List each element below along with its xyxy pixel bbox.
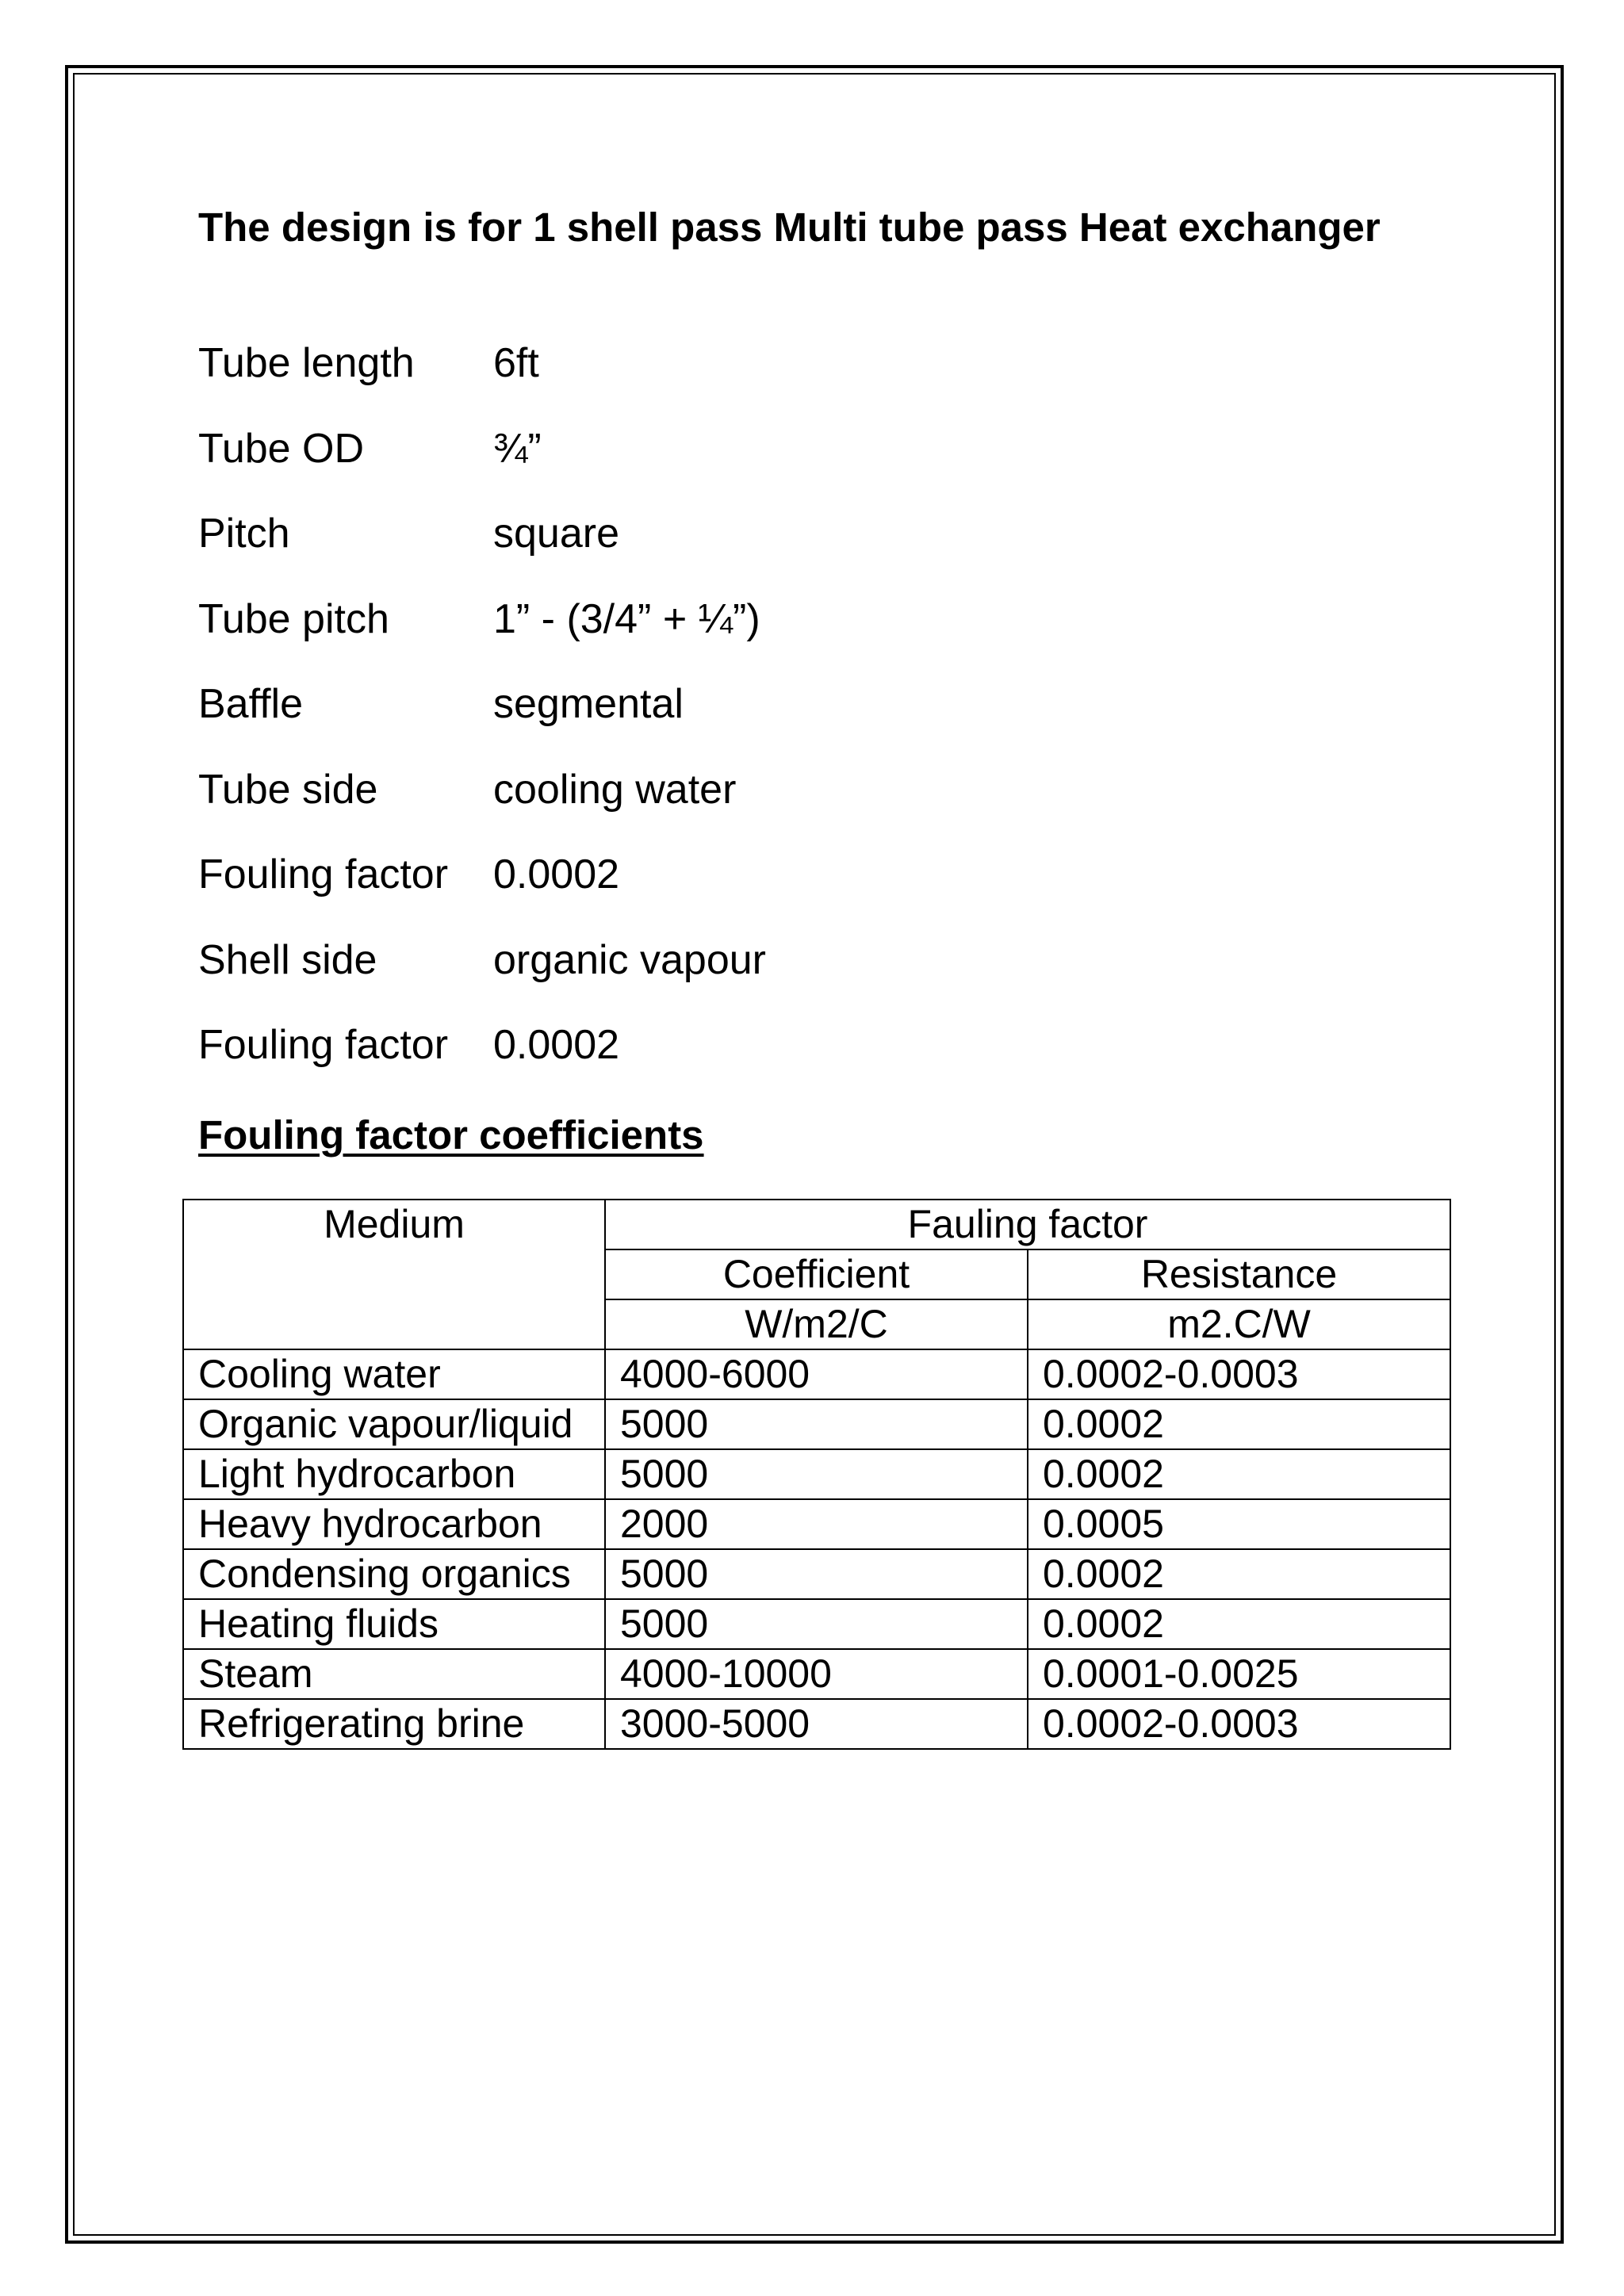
table-row: [183, 1649, 1450, 1699]
spec-row: [198, 595, 1435, 681]
cell-medium: Organic vapour/liquid: [183, 1399, 605, 1449]
fouling-factor-table: [182, 1199, 1451, 1750]
table-row: [183, 1499, 1450, 1549]
header-coefficient-unit: W/m2/C: [605, 1299, 1028, 1349]
spec-row: [198, 680, 1435, 766]
cell-coefficient: 5000: [605, 1599, 1028, 1649]
spec-label: Pitch: [198, 511, 290, 557]
spec-value: square: [493, 511, 619, 557]
cell-resistance: 0.0002-0.0003: [1028, 1699, 1450, 1749]
spec-value: segmental: [493, 681, 684, 727]
cell-resistance: 0.0002: [1028, 1549, 1450, 1599]
cell-coefficient: 4000-6000: [605, 1349, 1028, 1399]
spec-value: cooling water: [493, 766, 737, 813]
cell-medium: Heating fluids: [183, 1599, 605, 1649]
cell-resistance: 0.0005: [1028, 1499, 1450, 1549]
spec-row: [198, 851, 1435, 936]
cell-coefficient: 5000: [605, 1549, 1028, 1599]
table-row: [183, 1399, 1450, 1449]
document-title: The design is for 1 shell pass Multi tube pass Heat exchanger: [198, 205, 1381, 250]
table-row: [183, 1349, 1450, 1399]
table-row: [183, 1549, 1450, 1599]
spec-value: ¾”: [493, 425, 542, 472]
spec-value: 0.0002: [493, 851, 620, 897]
table-row: [183, 1699, 1450, 1749]
header-resistance: Resistance: [1028, 1249, 1450, 1299]
cell-resistance: 0.0002-0.0003: [1028, 1349, 1450, 1399]
spec-value: 1” - (3/4” + ¼”): [493, 595, 760, 642]
cell-medium: Light hydrocarbon: [183, 1449, 605, 1499]
spec-value: 0.0002: [493, 1022, 620, 1068]
spec-label: Tube pitch: [198, 595, 389, 642]
cell-resistance: 0.0002: [1028, 1399, 1450, 1449]
spec-label: Tube OD: [198, 425, 365, 472]
cell-resistance: 0.0002: [1028, 1599, 1450, 1649]
header-coefficient: Coefficient: [605, 1249, 1028, 1299]
spec-value: 6ft: [493, 340, 539, 386]
cell-medium: Heavy hydrocarbon: [183, 1499, 605, 1549]
spec-label: Fouling factor: [198, 851, 449, 897]
header-medium: Medium: [183, 1200, 605, 1349]
cell-coefficient: 5000: [605, 1399, 1028, 1449]
cell-medium: Condensing organics: [183, 1549, 605, 1599]
spec-row: [198, 766, 1435, 851]
cell-coefficient: 2000: [605, 1499, 1028, 1549]
table-header-row: [183, 1200, 1450, 1249]
spec-label: Tube length: [198, 340, 415, 386]
table-row: [183, 1599, 1450, 1649]
spec-label: Tube side: [198, 766, 378, 813]
section-heading: Fouling factor coefficients: [198, 1112, 704, 1158]
header-resistance-unit: m2.C/W: [1028, 1299, 1450, 1349]
cell-medium: Cooling water: [183, 1349, 605, 1399]
cell-resistance: 0.0001-0.0025: [1028, 1649, 1450, 1699]
header-fouling-factor: Fauling factor: [605, 1200, 1450, 1249]
cell-resistance: 0.0002: [1028, 1449, 1450, 1499]
cell-coefficient: 3000-5000: [605, 1699, 1028, 1749]
spec-row: [198, 1021, 1435, 1107]
spec-row: [198, 425, 1435, 511]
spec-row: [198, 510, 1435, 595]
spec-row: [198, 339, 1435, 425]
spec-label: Fouling factor: [198, 1022, 449, 1068]
cell-medium: Steam: [183, 1649, 605, 1699]
spec-row: [198, 936, 1435, 1022]
cell-coefficient: 4000-10000: [605, 1649, 1028, 1699]
spec-value: organic vapour: [493, 936, 766, 983]
spec-label: Baffle: [198, 681, 304, 727]
spec-label: Shell side: [198, 936, 377, 983]
cell-coefficient: 5000: [605, 1449, 1028, 1499]
spec-list: [198, 339, 1435, 1107]
table-row: [183, 1449, 1450, 1499]
cell-medium: Refrigerating brine: [183, 1699, 605, 1749]
